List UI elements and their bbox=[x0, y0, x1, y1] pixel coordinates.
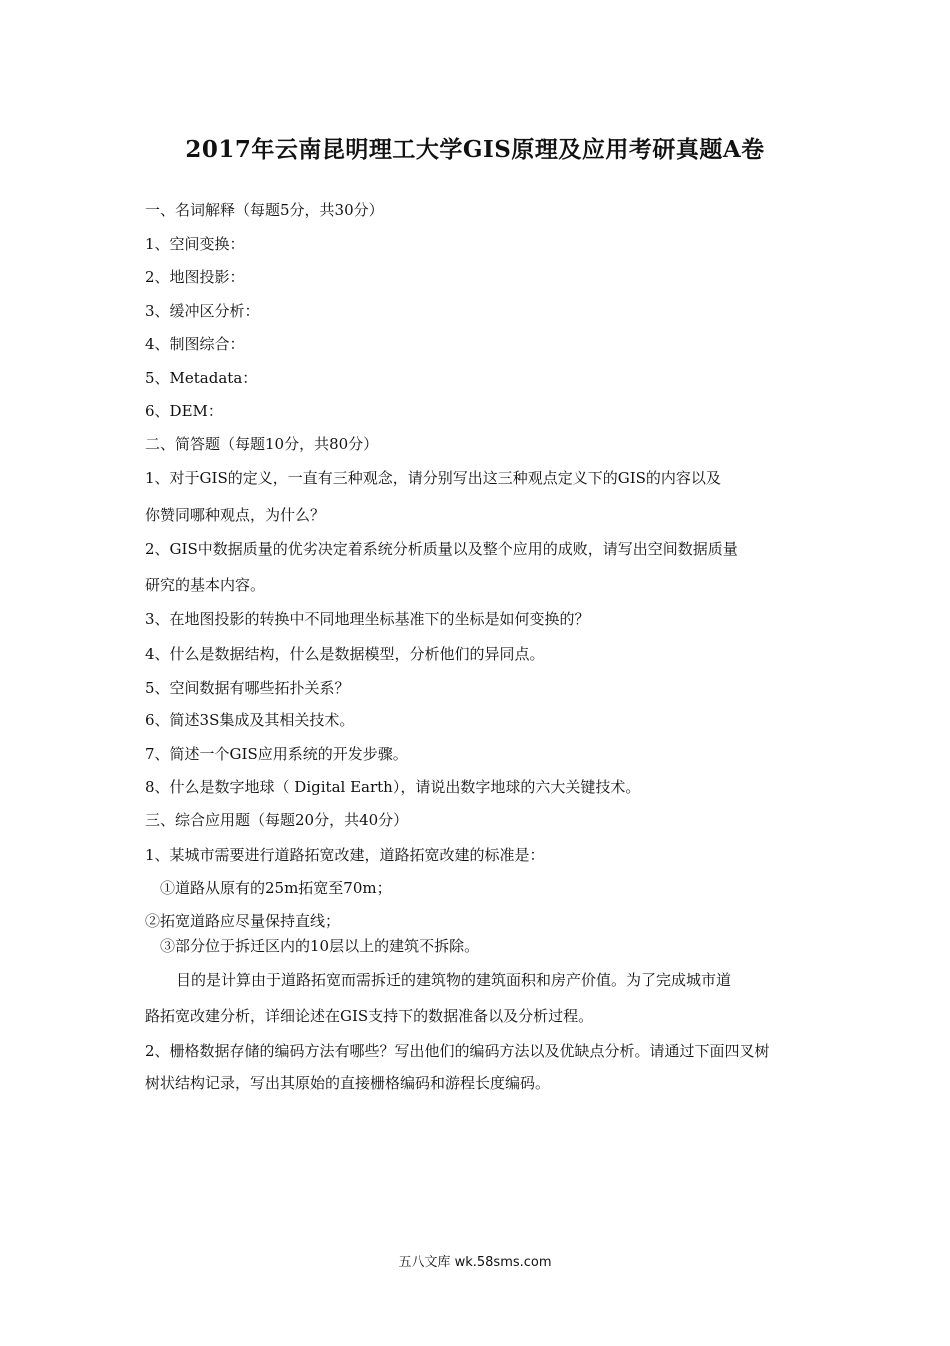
section-2-question-8: 8、什么是数字地球（ Digital Earth），请说出数字地球的六大关键技术。 bbox=[145, 778, 641, 796]
page-title: 2017年云南昆明理工大学GIS原理及应用考研真题A卷 bbox=[185, 136, 765, 163]
section-2-question-1: 1、对于GIS的定义，一直有三种观念，请分别写出这三种观点定义下的GIS的内容以及 bbox=[145, 469, 721, 487]
section-3-question-1-goal: 目的是计算由于道路拓宽而需拆迁的建筑物的建筑面积和房产价值。为了完成城市道 bbox=[176, 971, 732, 989]
section-1-item: 1、空间变换： bbox=[145, 235, 245, 253]
section-3-question-2-cont: 树状结构记录，写出其原始的直接栅格编码和游程长度编码。 bbox=[145, 1074, 551, 1092]
section-1-item: 4、制图综合： bbox=[145, 335, 245, 353]
section-1-item: 3、缓冲区分析： bbox=[145, 302, 260, 320]
criterion-2: ②拓宽道路应尽量保持直线； bbox=[145, 912, 341, 930]
section-2-question-2-cont: 研究的基本内容。 bbox=[145, 576, 266, 594]
section-2-heading: 二、简答题（每题10分，共80分） bbox=[145, 435, 379, 453]
section-1-item: 6、DEM： bbox=[145, 402, 223, 420]
section-1-item: 2、地图投影： bbox=[145, 268, 245, 286]
section-2-question-3: 3、在地图投影的转换中不同地理坐标基准下的坐标是如何变换的？ bbox=[145, 610, 590, 628]
section-2-question-4: 4、什么是数据结构，什么是数据模型，分析他们的异同点。 bbox=[145, 645, 545, 663]
section-3-heading: 三、综合应用题（每题20分，共40分） bbox=[145, 811, 409, 829]
section-3-question-1: 1、某城市需要进行道路拓宽改建，道路拓宽改建的标准是： bbox=[145, 846, 545, 864]
section-3-question-1-goal-cont: 路拓宽改建分析，详细论述在GIS支持下的数据准备以及分析过程。 bbox=[145, 1007, 594, 1025]
section-3-question-2: 2、栅格数据存储的编码方法有哪些？写出他们的编码方法以及优缺点分析。请通过下面四叉树 bbox=[145, 1042, 770, 1060]
section-1-heading: 一、名词解释（每题5分，共30分） bbox=[145, 201, 384, 219]
section-2-question-6: 6、简述3S集成及其相关技术。 bbox=[145, 711, 355, 729]
criterion-3: ③部分位于拆迁区内的10层以上的建筑不拆除。 bbox=[160, 937, 480, 955]
criterion-1: ①道路从原有的25m拓宽至70m； bbox=[160, 879, 392, 897]
section-2-question-2: 2、GIS中数据质量的优劣决定着系统分析质量以及整个应用的成败，请写出空间数据质量 bbox=[145, 540, 738, 558]
footer-watermark: 五八文库 wk.58sms.com bbox=[398, 1255, 552, 1270]
section-1-item: 5、Metadata： bbox=[145, 369, 258, 387]
section-2-question-7: 7、简述一个GIS应用系统的开发步骤。 bbox=[145, 745, 408, 763]
section-2-question-5: 5、空间数据有哪些拓扑关系？ bbox=[145, 679, 350, 697]
section-2-question-1-cont: 你赞同哪种观点，为什么？ bbox=[145, 506, 326, 524]
